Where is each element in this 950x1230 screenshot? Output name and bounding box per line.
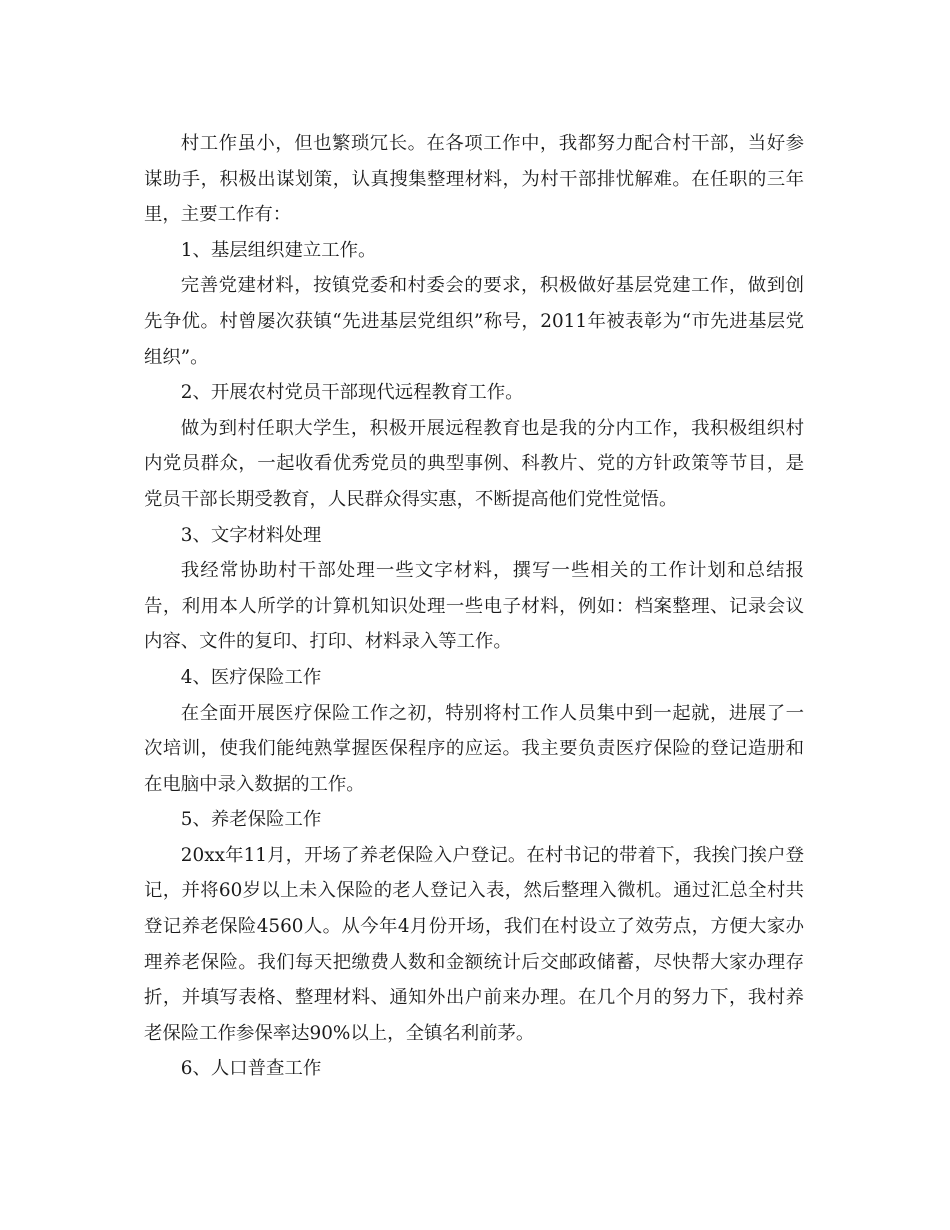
section-heading-6: 6、人口普查工作	[180, 1058, 322, 1080]
section-heading-4: 4、医疗保险工作	[180, 666, 322, 688]
paragraph-text-materials: 我经常协助村干部处理一些文字材料，撰写一些相关的工作计划和总结报告，利用本人所学的计算机知识处理一些电子材料，例如：档案整理、记录会议内容、文件的复印、打印、材料录入等工作。	[144, 560, 804, 653]
section-heading-2: 2、开展农村党员干部现代远程教育工作。	[180, 382, 524, 404]
section-heading-5: 5、养老保险工作	[180, 809, 322, 831]
section-heading-1: 1、基层组织建立工作。	[180, 239, 377, 261]
paragraph-medical-insurance: 在全面开展医疗保险工作之初，特别将村工作人员集中到一起就，进展了一次培训，使我们能纯熟掌握医保程序的应运。我主要负责医疗保险的登记造册和在电脑中录入数据的工作。	[144, 702, 804, 795]
paragraph-pension-insurance: 20xx年11月，开场了养老保险入户登记。在村书记的带着下，我挨门挨户登记，并将60岁以上未入保险的老人登记入表，然后整理入微机。通过汇总全村共登记养老保险4560人。从今年4月份开场，我们在村设立了效劳点，方便大家办理养老保险。我们每天把缴费人数和金额统计后交邮政储蓄，尽快帮大家办理存折，并填写表格、整理材料、通知外出户前来办理。在几个月的努力下，我村养老保险工作参保率达90%以上，全镇名利前茅。	[144, 844, 804, 1044]
paragraph-intro: 村工作虽小，但也繁琐冗长。在各项工作中，我都努力配合村干部，当好参谋助手，积极出谋划策，认真搜集整理材料，为村干部排忧解难。在任职的三年里，主要工作有：	[144, 133, 804, 226]
paragraph-party-building: 完善党建材料，按镇党委和村委会的要求，积极做好基层党建工作，做到创先争优。村曾屡次获镇“先进基层党组织”称号，2011年被表彰为“市先进基层党组织”。	[144, 275, 804, 368]
section-heading-3: 3、文字材料处理	[180, 524, 322, 546]
paragraph-remote-education: 做为到村任职大学生，积极开展远程教育也是我的分内工作，我积极组织村内党员群众，一起收看优秀党员的典型事例、科教片、党的方针政策等节目，是党员干部长期受教育，人民群众得实惠，不断提高他们党性觉悟。	[144, 417, 804, 510]
document-body	[144, 126, 804, 1087]
